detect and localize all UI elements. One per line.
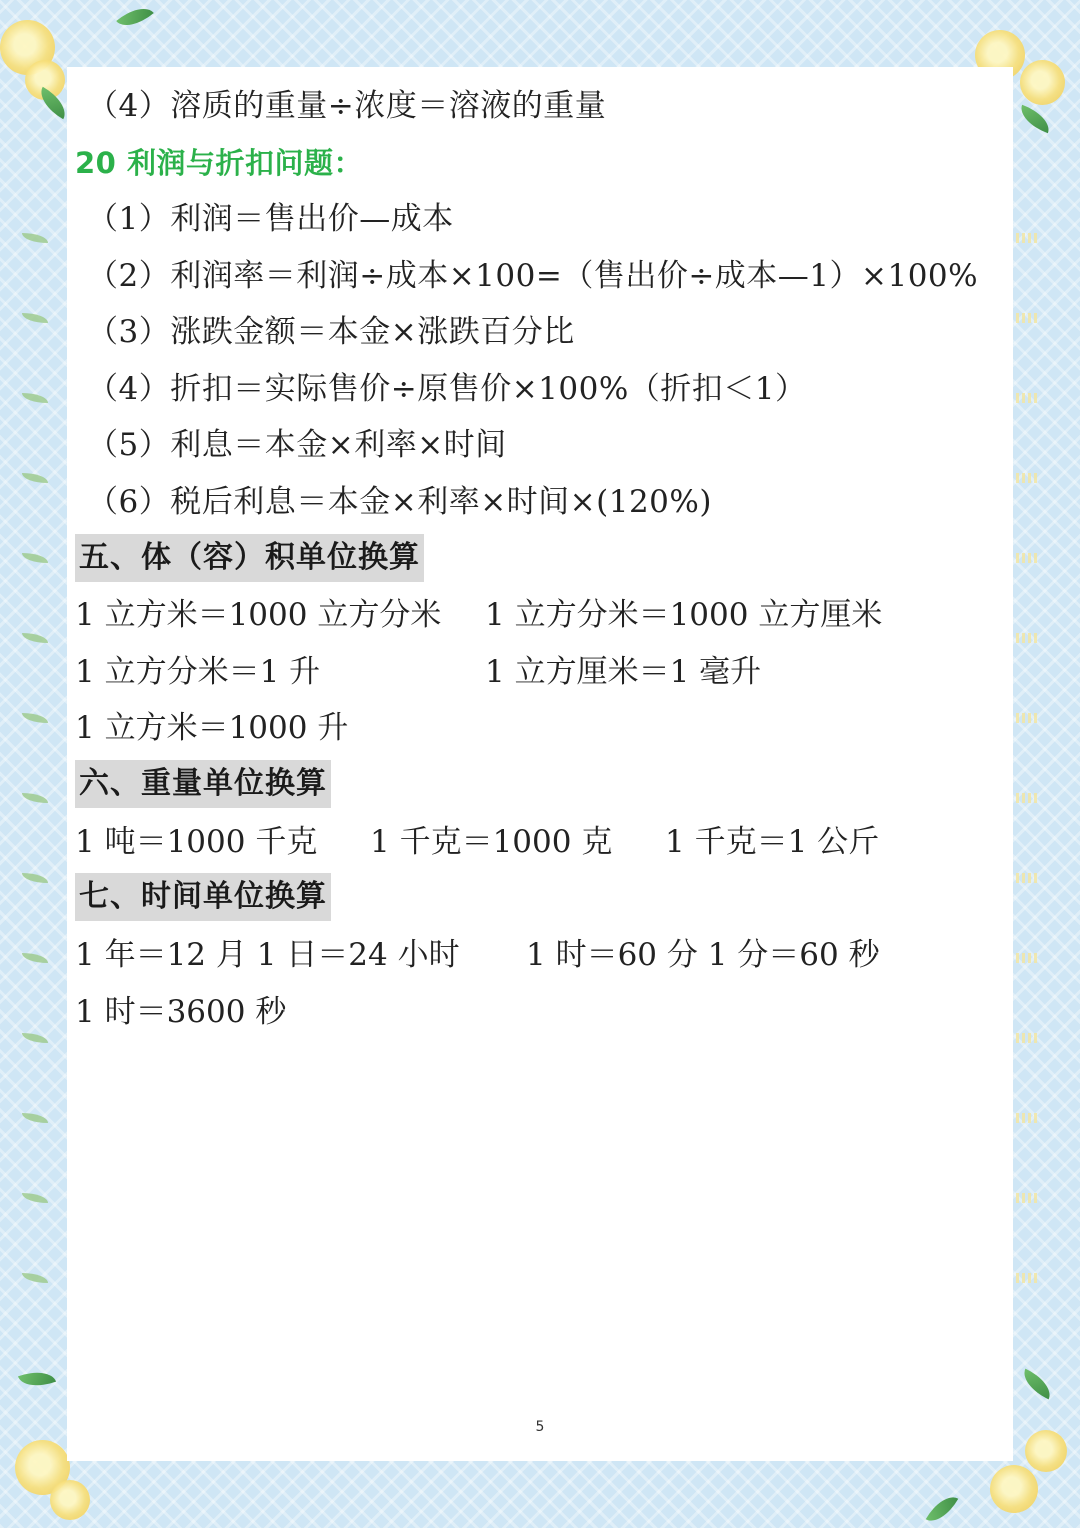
flower-icon: [1025, 1430, 1067, 1472]
formula-line: （6）税后利息＝本金×利率×时间×(120%): [87, 484, 712, 520]
section-heading-time: 七、时间单位换算: [75, 873, 331, 921]
twig-icon: [22, 1113, 48, 1123]
twig-icon: [22, 793, 48, 803]
twig-icon: [22, 473, 48, 483]
formula-line: （1）利润＝售出价—成本: [87, 201, 454, 237]
conversion-item: 1 千克＝1000 克: [370, 824, 613, 860]
formula-line: （4）折扣＝实际售价÷原售价×100%（折扣＜1）: [87, 371, 807, 407]
sprout-icon: [1016, 953, 1038, 963]
leaf-icon: [1018, 1369, 1056, 1400]
conversion-item: 1 立方厘米＝1 毫升: [485, 654, 762, 690]
sprout-icon: [1016, 793, 1038, 803]
formula-line: （2）利润率＝利润÷成本×100=（售出价÷成本—1）×100%: [87, 258, 979, 294]
twig-icon: [22, 1033, 48, 1043]
conversion-item: 1 吨＝1000 千克: [75, 824, 318, 860]
sprout-icon: [1016, 553, 1038, 563]
sprout-icon: [1016, 1033, 1038, 1043]
twig-icon: [22, 953, 48, 963]
twig-icon: [22, 393, 48, 403]
twig-icon: [22, 553, 48, 563]
flower-icon: [1020, 60, 1065, 105]
conversion-item: 1 立方分米＝1 升: [75, 654, 321, 690]
leaf-icon: [1016, 105, 1054, 134]
section-heading-volume: 五、体（容）积单位换算: [75, 534, 424, 582]
sprout-icon: [1016, 1193, 1038, 1203]
document-page: [67, 67, 1013, 1461]
formula-line: （4）溶质的重量÷浓度＝溶液的重量: [87, 88, 607, 124]
twig-icon: [22, 1273, 48, 1283]
leaf-icon: [116, 0, 154, 35]
flower-icon: [50, 1480, 90, 1520]
formula-line: （3）涨跌金额＝本金×涨跌百分比: [87, 314, 575, 350]
twig-icon: [22, 313, 48, 323]
twig-icon: [22, 1193, 48, 1203]
flower-icon: [15, 1440, 70, 1495]
sprout-icon: [1016, 633, 1038, 643]
sprout-icon: [1016, 1273, 1038, 1283]
flower-icon: [0, 20, 55, 75]
sprout-icon: [1016, 873, 1038, 883]
sprout-icon: [1016, 393, 1038, 403]
sprout-icon: [1016, 233, 1038, 243]
conversion-item: 1 千克＝1 公斤: [665, 824, 880, 860]
conversion-item: 1 立方米＝1000 立方分米: [75, 597, 442, 633]
conversion-item: 1 时＝60 分 1 分＝60 秒: [526, 937, 880, 973]
conversion-item: 1 年＝12 月 1 日＝24 小时: [75, 937, 460, 973]
leaf-icon: [926, 1490, 959, 1528]
sprout-icon: [1016, 473, 1038, 483]
section-title-profit-discount: 20 利润与折扣问题：: [75, 146, 363, 180]
section-heading-weight: 六、重量单位换算: [75, 760, 331, 808]
sprout-icon: [1016, 313, 1038, 323]
sprout-icon: [1016, 1113, 1038, 1123]
sprout-icon: [1016, 713, 1038, 723]
twig-icon: [22, 233, 48, 243]
twig-icon: [22, 873, 48, 883]
conversion-item: 1 立方分米＝1000 立方厘米: [485, 597, 883, 633]
flower-icon: [25, 60, 65, 100]
page-number: 5: [535, 1419, 545, 1435]
twig-icon: [22, 713, 48, 723]
leaf-icon: [18, 1365, 56, 1394]
flower-icon: [990, 1465, 1038, 1513]
twig-icon: [22, 633, 48, 643]
formula-line: （5）利息＝本金×利率×时间: [87, 427, 507, 463]
conversion-item: 1 时＝3600 秒: [75, 994, 287, 1030]
conversion-item: 1 立方米＝1000 升: [75, 710, 349, 746]
